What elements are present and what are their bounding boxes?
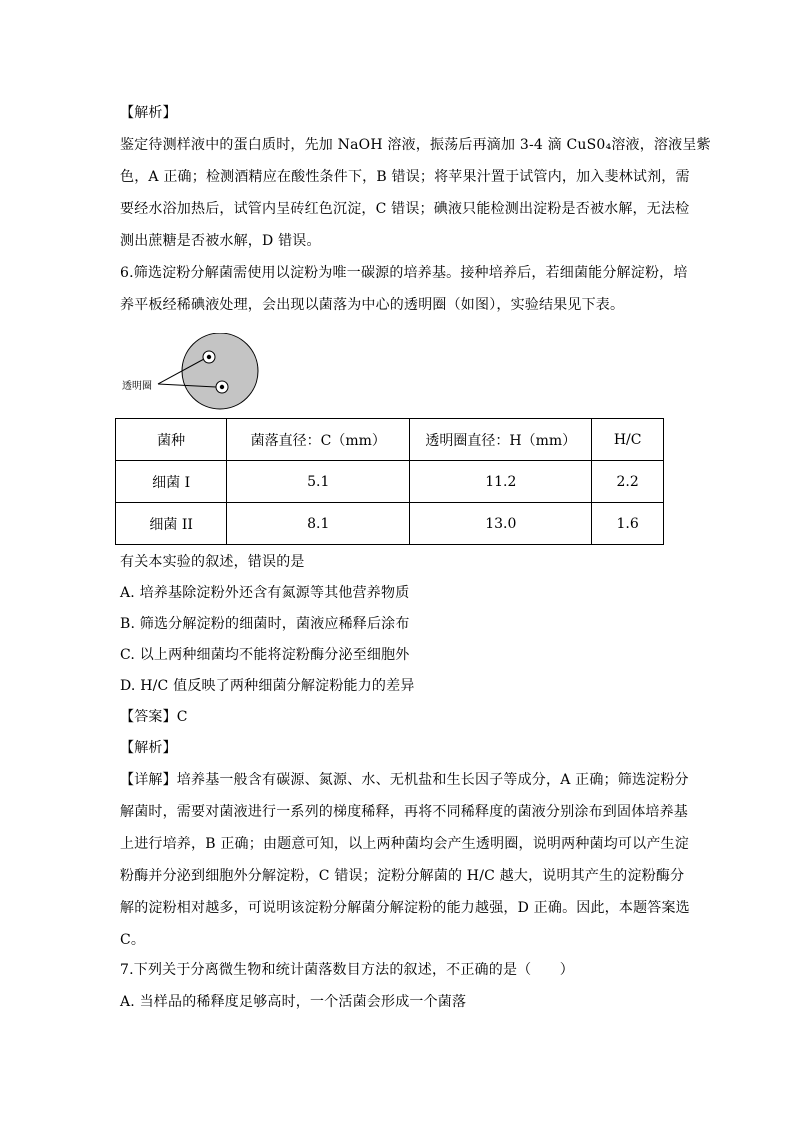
option-a: A. 当样品的稀释度足够高时，一个活菌会形成一个菌落 xyxy=(120,994,467,1010)
petri-dish xyxy=(182,333,258,409)
table-header: H/C xyxy=(592,419,664,461)
table-cell: 5.1 xyxy=(227,461,410,503)
petri-dish-figure xyxy=(118,333,268,413)
table-cell: 2.2 xyxy=(592,461,664,503)
analysis-line: 【详解】培养基一般含有碳源、氮源、水、无机盐和生长因子等成分，A 正确；筛选淀粉分 xyxy=(120,772,689,788)
table-row xyxy=(116,503,664,545)
question-6-text: 6.筛选淀粉分解菌需使用以淀粉为唯一碳源的培养基。接种培养后，若细菌能分解淀粉，培 xyxy=(120,265,688,281)
option-d: D. H/C 值反映了两种细菌分解淀粉能力的差异 xyxy=(120,678,415,694)
table-cell: 1.6 xyxy=(592,503,664,545)
colony xyxy=(220,385,224,389)
table-header-row xyxy=(116,419,664,461)
table-cell: 细菌 II xyxy=(116,503,227,545)
analysis-heading: 【解析】 xyxy=(120,105,177,121)
table-cell: 11.2 xyxy=(410,461,592,503)
question-7-stem: 7.下列关于分离微生物和统计菌落数目方法的叙述，不正确的是（ ） xyxy=(120,962,574,978)
analysis-line: 色，A 正确；检测酒精应在酸性条件下，B 错误；将苹果汁置于试管内，加入斐林试剂，需 xyxy=(120,169,690,185)
table-cell: 细菌 I xyxy=(116,461,227,503)
analysis-heading: 【解析】 xyxy=(120,740,177,756)
analysis-line: 上进行培养，B 正确；由题意可知，以上两种菌均会产生透明圈，说明两种菌均可以产生淀 xyxy=(120,836,689,852)
colony xyxy=(207,355,211,359)
question-6-text: 养平板经稀碘液处理，会出现以菌落为中心的透明圈（如图），实验结果见下表。 xyxy=(120,297,625,313)
analysis-line: 鉴定待测样液中的蛋白质时，先加 NaOH 溶液，振荡后再滴加 3-4 滴 CuS0₄溶液，溶液呈紫 xyxy=(120,137,711,153)
analysis-line: C。 xyxy=(120,932,146,948)
analysis-line: 测出蔗糖是否被水解，D 错误。 xyxy=(120,233,321,249)
table-header: 菌种 xyxy=(116,419,227,461)
analysis-line: 要经水浴加热后，试管内呈砖红色沉淀，C 错误；碘液只能检测出淀粉是否被水解，无法检 xyxy=(120,201,690,217)
figure-label: 透明圈 xyxy=(122,381,152,392)
option-b: B. 筛选分解淀粉的细菌时，菌液应稀释后涂布 xyxy=(120,616,410,632)
table-header: 透明圈直径：H（mm） xyxy=(410,419,592,461)
analysis-line: 解的淀粉相对越多，可说明该淀粉分解菌分解淀粉的能力越强，D 正确。因此，本题答案选 xyxy=(120,900,690,916)
table-row xyxy=(116,461,664,503)
table-cell: 8.1 xyxy=(227,503,410,545)
analysis-line: 粉酶并分泌到细胞外分解淀粉，C 错误；淀粉分解菌的 H/C 越大，说明其产生的淀粉酶分 xyxy=(120,868,685,884)
answer: 【答案】C xyxy=(120,709,188,725)
results-table xyxy=(115,418,664,545)
table-cell: 13.0 xyxy=(410,503,592,545)
option-a: A. 培养基除淀粉外还含有氮源等其他营养物质 xyxy=(120,585,410,601)
option-c: C. 以上两种细菌均不能将淀粉酶分泌至细胞外 xyxy=(120,647,410,663)
question-6-stem: 有关本实验的叙述，错误的是 xyxy=(120,554,305,570)
analysis-line: 解菌时，需要对菌液进行一系列的梯度稀释，再将不同稀释度的菌液分别涂布到固体培养基 xyxy=(120,804,688,820)
table-header: 菌落直径：C（mm） xyxy=(227,419,410,461)
